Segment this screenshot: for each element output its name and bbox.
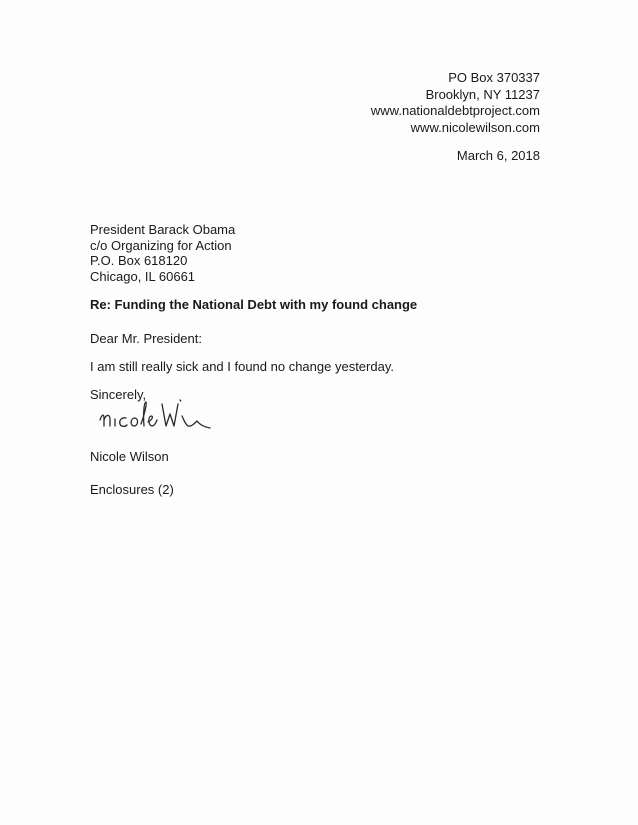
recipient-address-block xyxy=(90,222,235,284)
sender-address-block xyxy=(371,70,540,136)
subject-line: Re: Funding the National Debt with my found change xyxy=(90,297,418,312)
closing: Sincerely, xyxy=(90,387,147,402)
handwritten-signature xyxy=(96,396,236,440)
recipient-organization: c/o Organizing for Action xyxy=(90,237,232,253)
sender-po-box: PO Box 370337 xyxy=(448,70,540,85)
body-paragraph: I am still really sick and I found no change yesterday. xyxy=(90,359,394,374)
sender-city: Brooklyn, NY 11237 xyxy=(425,86,540,102)
enclosures-note: Enclosures (2) xyxy=(90,482,174,497)
recipient-po-box: P.O. Box 618120 xyxy=(90,253,188,268)
salutation: Dear Mr. President: xyxy=(90,331,202,346)
recipient-city: Chicago, IL 60661 xyxy=(90,268,196,284)
sender-website-1: www.nationaldebtproject.com xyxy=(370,103,540,118)
recipient-name: President Barack Obama xyxy=(90,222,236,237)
letter-date: March 6, 2018 xyxy=(456,148,540,163)
sender-website-2: www.nicolewilson.com xyxy=(410,119,540,135)
signer-name: Nicole Wilson xyxy=(90,449,169,464)
